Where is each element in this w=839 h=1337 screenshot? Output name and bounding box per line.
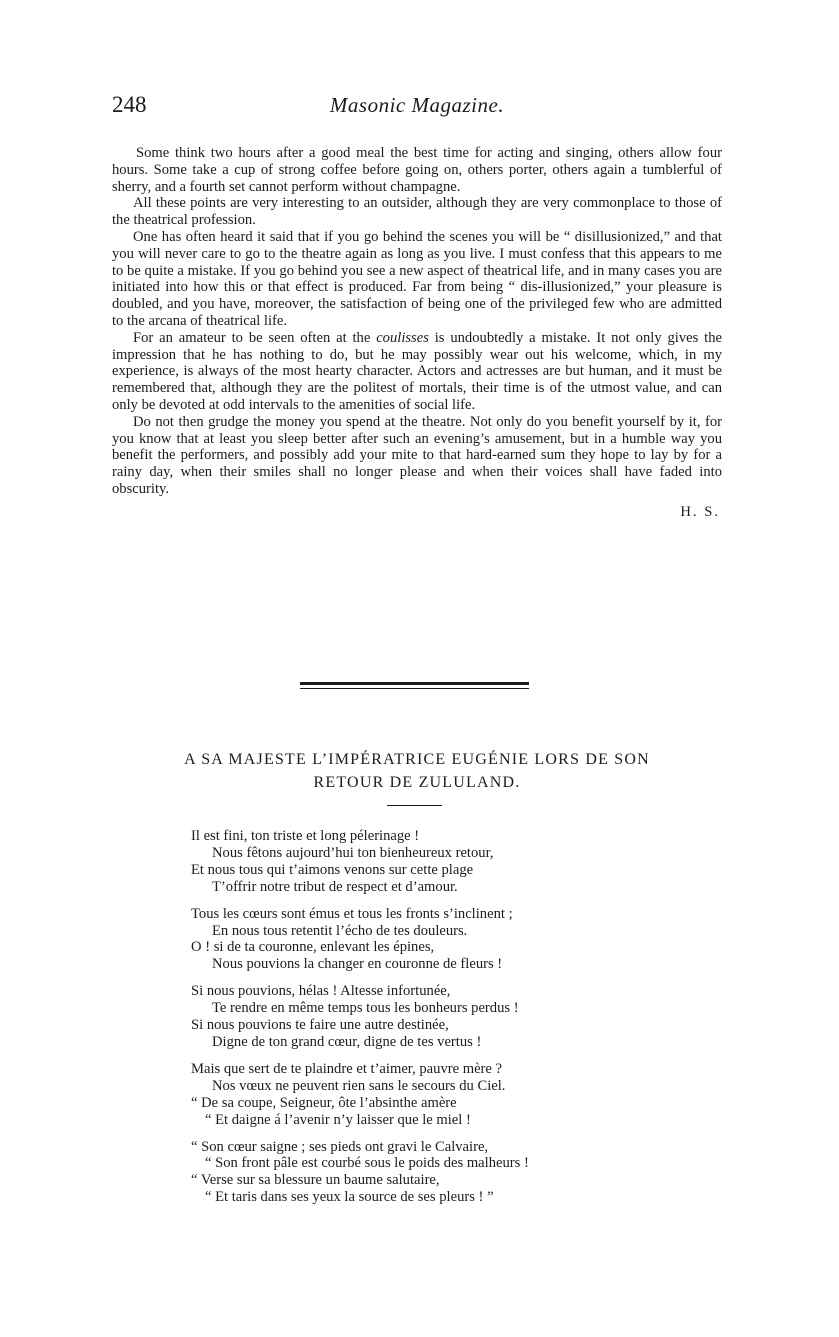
- poem-line: “ De sa coupe, Seigneur, ôte l’absinthe amère: [191, 1094, 457, 1111]
- essay-paragraph: [112, 330, 722, 414]
- poem-line: T’offrir notre tribut de respect et d’amour.: [212, 878, 458, 895]
- essay-paragraph: All these points are very interesting to an outsider, although they are very commonplace to those of the theatrical profession.: [112, 195, 722, 229]
- poem-title: [112, 748, 722, 794]
- poem-line: Nos vœux ne peuvent rien sans le secours du Ciel.: [212, 1077, 506, 1094]
- section-divider-thin: [300, 688, 529, 689]
- poem-line: Nous fêtons aujourd’hui ton bienheureux retour,: [212, 844, 494, 861]
- essay-paragraph-body: It not only gives the impression that he has nothing to do, but he may possibly wear out his welcome, which, in my experience, is always of the most hearty character. Actors and actresses are but human, and it must be remembered that, although they are the politest of mortals, their time is of the utmost value, and can only be devoted at odd intervals to the amenities of social life.: [112, 329, 722, 413]
- poem-line: “ Son front pâle est courbé sous le poids des malheurs !: [205, 1155, 529, 1172]
- essay-paragraph: Do not then grudge the money you spend at the theatre. Not only do you benefit yourself by it, for you know that at least you sleep better after such an evening’s amusement, but in a humble way you benefit the performers, and possibly add your mite to that hard-earned sum they hope to lay by for a rainy day, when their smiles shall no longer please and when their voices shall have faded into obscurity.: [112, 413, 722, 497]
- poem-stanza: [191, 1139, 671, 1207]
- poem-line: “ Son cœur saigne ; ses pieds ont gravi le Calvaire,: [191, 1138, 489, 1155]
- poem-title-line: A SA MAJESTE L’IMPÉRATRICE EUGÉNIE LORS DE SON: [184, 751, 650, 768]
- essay-text: [112, 145, 722, 521]
- poem-line: Tous les cœurs sont émus et tous les fronts s’inclinent ;: [191, 905, 513, 922]
- poem-line: Et nous tous qui t’aimons venons sur cette plage: [191, 861, 474, 878]
- essay-paragraph-lead-rest: is undoubtedly a mistake.: [428, 329, 591, 346]
- poem-line: O ! si de ta couronne, enlevant les épines,: [191, 939, 435, 956]
- page-number: 248: [112, 92, 147, 117]
- poem-line: Mais que sert de te plaindre et t’aimer, pauvre mère ?: [191, 1060, 503, 1077]
- poem-title-line: RETOUR DE ZULULAND.: [313, 774, 521, 791]
- poem-line: “ Et daigne á l’avenir n’y laisser que le miel !: [205, 1111, 471, 1128]
- essay-italic-term: coulisses: [376, 329, 429, 346]
- poem-line: Si nous pouvions te faire une autre destinée,: [191, 1017, 449, 1034]
- section-divider-thick: [300, 682, 529, 685]
- poem-body: [191, 828, 671, 1216]
- essay-paragraph: One has often heard it said that if you go behind the scenes you will be “ disillusionized,” and that you will never care to go to the theatre again as long as you live. I must confess that this appears to me to be quite a mistake. If you go behind you see a new aspect of theatrical life, and in many cases you are initiated into how this or that effect is produced. Far from being “ dis-illusionized,” your pleasure is doubled, and you have, moreover, the satisfaction of being one of the privileged few who are admitted to the arcana of theatrical life.: [112, 228, 722, 329]
- poem-line: Il est fini, ton triste et long pélerinage !: [191, 828, 420, 844]
- poem-line: En nous tous retentit l’écho de tes douleurs.: [212, 922, 468, 939]
- essay-paragraph: Some think two hours after a good meal the best time for acting and singing, others allow four hours. Some take a cup of strong coffee before going on, others porter, others again a tumblerful of sherry, and a fourth set cannot perform without champagne.: [112, 145, 722, 195]
- page-header: [112, 90, 722, 120]
- poem-stanza: [191, 1061, 671, 1129]
- author-signature: H. S.: [680, 503, 720, 520]
- poem-line: Nous pouvions la changer en couronne de fleurs !: [212, 956, 503, 973]
- poem-line: “ Et taris dans ses yeux la source de ses pleurs ! ”: [205, 1189, 494, 1206]
- poem-line: Te rendre en même temps tous les bonheurs perdus !: [212, 1000, 519, 1017]
- poem-stanza: [191, 906, 671, 974]
- poem-stanza: [191, 828, 671, 896]
- title-underline-rule: [387, 805, 442, 806]
- running-title: Masonic Magazine.: [329, 93, 505, 117]
- poem-line: “ Verse sur sa blessure un baume salutaire,: [191, 1172, 440, 1189]
- poem-stanza: [191, 983, 671, 1051]
- poem-line: Digne de ton grand cœur, digne de tes vertus !: [212, 1033, 482, 1050]
- essay-paragraph-lead: For an amateur to be seen often at the: [133, 329, 377, 346]
- poem-line: Si nous pouvions, hélas ! Altesse infortunée,: [191, 983, 451, 1000]
